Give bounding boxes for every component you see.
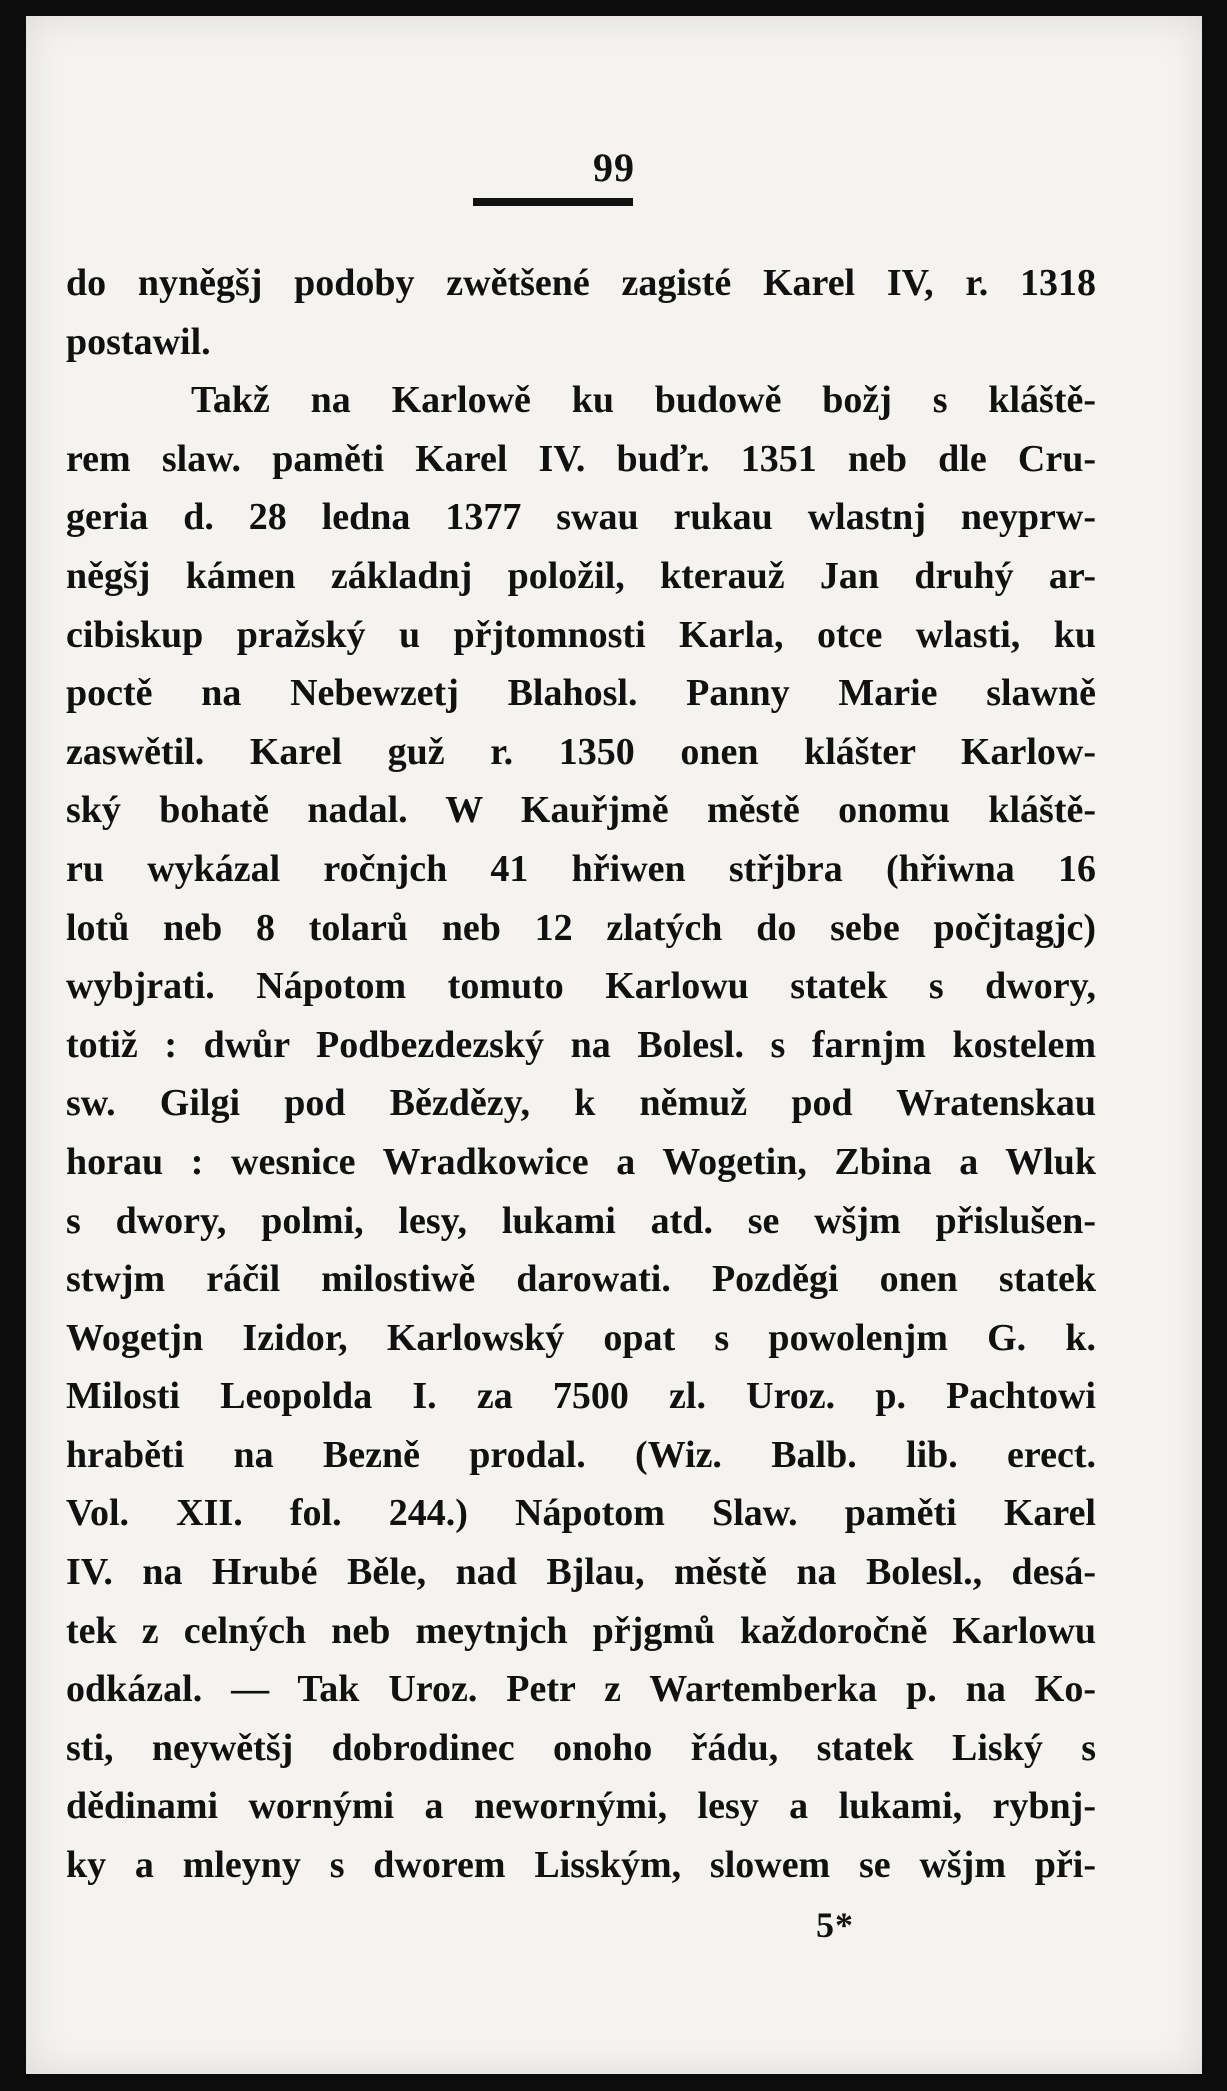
text-line-20: Milosti Leopolda I. za 7500 zl. Uroz. p. Pachtowi [66,1375,1096,1418]
text-line-17: s dwory, polmi, lesy, lukami atd. se wšjm přislušen- [66,1199,1096,1242]
text-line-8: poctě na Nebewzetj Blahosl. Panny Marie slawně [66,672,1096,715]
text-line-22: Vol. XII. fol. 244.) Nápotom Slaw. paměti Karel [66,1492,1096,1535]
page-number-rule [473,198,633,206]
text-line-27: dědinami wornými a newornými, lesy a lukami, rybnj- [66,1785,1096,1828]
text-line-15: sw. Gilgi pod Bězdězy, k němuž pod Wratenskau [66,1082,1096,1125]
page-number: 99 [593,145,635,190]
text-line-4: rem slaw. paměti Karel IV. buďr. 1351 neb dle Cru- [66,437,1096,480]
text-line-10: ský bohatě nadal. W Kauřjmě městě onomu kláště- [66,789,1096,832]
text-line-5: geria d. 28 ledna 1377 swau rukau wlastnj neyprw- [66,496,1096,539]
text-line-14: totiž : dwůr Podbezdezský na Bolesl. s farnjm kostelem [66,1023,1096,1066]
text-line-9: zaswětil. Karel guž r. 1350 onen klášter Karlow- [66,730,1096,773]
text-line-23: IV. na Hrubé Běle, nad Bjlau, městě na Bolesl., desá- [66,1551,1096,1594]
text-line-24: tek z celných neb meytnjch přjgmů každoročně Karlowu [66,1609,1096,1652]
book-page [26,16,1202,2074]
text-line-26: sti, neywětšj dobrodinec onoho řádu, statek Liský s [66,1726,1096,1769]
text-line-3: Takž na Karlowě ku budowě božj s kláště- [191,379,1096,422]
body-text [66,254,1096,1895]
text-line-13: wybjrati. Nápotom tomuto Karlowu statek s dwory, [66,965,1096,1008]
text-line-7: cibiskup pražský u přjtomnosti Karla, otce wlasti, ku [66,613,1096,656]
text-line-2: postawil. [66,320,211,363]
text-line-21: hraběti na Bezně prodal. (Wiz. Balb. lib. erect. [66,1433,1096,1476]
text-line-18: stwjm ráčil milostiwě darowati. Pozděgi onen statek [66,1258,1096,1301]
text-line-1: do nyněgšj podoby zwětšené zagisté Karel IV, r. 1318 [66,262,1096,304]
text-line-28: ky a mleyny s dworem Lisským, slowem se wšjm při- [66,1844,1096,1887]
text-line-11: ru wykázal ročnjch 41 hřiwen střjbra (hřiwna 16 [66,847,1096,890]
text-line-19: Wogetjn Izidor, Karlowský opat s powolenjm G. k. [66,1316,1096,1359]
text-line-16: horau : wesnice Wradkowice a Wogetin, Zbina a Wluk [66,1140,1096,1183]
text-line-6: něgšj kámen základnj položil, kterauž Jan druhý ar- [66,554,1096,597]
text-line-12: lotů neb 8 tolarů neb 12 zlatých do sebe počjtagjc) [66,906,1096,949]
signature-mark: 5* [816,1905,854,1945]
text-line-25: odkázal. — Tak Uroz. Petr z Wartemberka p. na Ko- [66,1668,1096,1711]
